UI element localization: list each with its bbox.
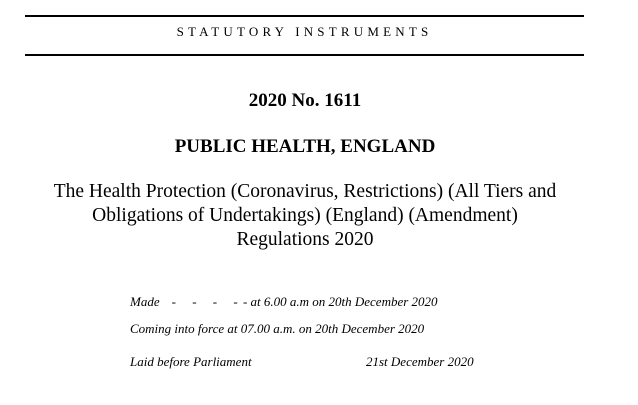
laid-label: Laid before Parliament <box>130 354 252 369</box>
instrument-number: 2020 No. 1611 <box>248 90 362 111</box>
made-label: Made <box>130 294 160 309</box>
instrument-title <box>0 180 610 252</box>
title-line: Regulations 2020 <box>236 229 374 250</box>
coming-into-force-row: Coming into force at 07.00 a.m. on 20th December 2020 <box>130 321 425 336</box>
series-heading: STATUTORY INSTRUMENTS <box>176 24 433 39</box>
laid-before-parliament-row <box>130 354 485 370</box>
made-date-value: - at 6.00 a.m on 20th December 2020 <box>242 294 438 309</box>
top-rule <box>25 15 584 17</box>
title-line: The Health Protection (Coronavirus, Restrictions) (All Tiers and <box>53 181 557 202</box>
instrument-subject: PUBLIC HEALTH, ENGLAND <box>174 136 436 157</box>
title-line: Obligations of Undertakings) (England) (Amendment) <box>92 205 518 226</box>
made-date-row <box>130 294 438 310</box>
made-leader-dashes: - - - - <box>171 294 238 309</box>
laid-date-value: 21st December 2020 <box>366 354 474 369</box>
bottom-rule <box>25 54 584 56</box>
